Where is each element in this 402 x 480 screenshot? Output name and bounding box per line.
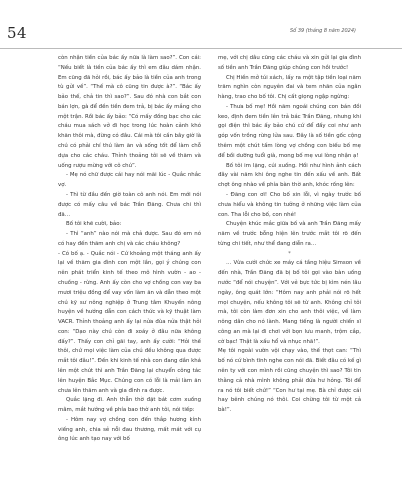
paragraph: - Thưa bố mẹ! Hồi năm ngoái chúng con bán đồi keo, định đem tiền lên trả bác Trần Đăng, nhưng khi gọi điện thì bác ấy bảo chú cứ để đấy coi như anh góp vốn trồng rừng lửa sau. Đây là số tiền gốc cộng thêm một chút tấm lòng vợ chồng con biếu bố mẹ để bồi dưỡng tuổi già, mong bố mẹ vui lòng nhận ạ! [218,103,361,159]
paragraph: - Mẹ nó chữ được cái hay nói mãi lúc - Quắc nhắc vợ. [58,172,201,189]
paragraph: - Thì từ đầu đến giờ toàn cô anh nói. Em mới nói được có mấy câu về bác Trần Đăng. Chưa chi thì đã… [58,191,201,218]
right-column [218,54,361,416]
paragraph: - Có bố ạ. - Quắc nói - Cứ khoảng một tháng anh ấy lại về thăm gia đình con một lần, gọi ý chúng con nên phát triển kinh tế theo mô hình vườn - ao - chuồng - rừng. Anh ấy còn cho vợ chồng con vay ba mươi triệu đồng để vay vốn làm ăn và dẫn theo một chú kỹ sư nông nghiệp ở Trung tâm Khuyến nông huyện về hướng dẫn con cách thức và kỹ thuật làm VACR. Thỉnh thoảng anh ấy lại nửa đùa nửa thật hỏi con: “Dạo này chú còn đi xoáy ở đâu nữa không đấy?”. Thấy con chỉ gãi tay, anh ấy cười: “Hỏi thế thôi, chứ mọi việc làm của chú đều không qua được mắt tôi đâu!”. Đến khi kinh tế nhà con đang dần khá lên một chút thì anh Trần Đăng lại chuyển công tác lên huyện Bắc Mục. Chúng con có lỗi là mải làm ăn chưa lên thăm anh và gia đình ra được. [58,250,201,394]
page-number: 54 [7,24,28,42]
paragraph: Chị Hiền mở túi xách, lấy ra một tập tiền loại năm trăm nghìn còn nguyên đai và tem nhãn của ngân hàng, trao cho bố tôi. Chị cất giọng ngập ngừng: [218,74,361,101]
paragraph: - Đăng con ơi! Cho bố xin lỗi, vì ngày trước bố chưa hiểu và không tin tưởng ở những việc làm của con. Tha lỗi cho bố, con nhé! [218,191,361,218]
paragraph: - Thì “anh” nào nói mà chả được. Sau đó em nó có hay đến thăm anh chị và các cháu không? [58,231,201,247]
paragraph: Mẹ tôi ngoài vườn vội chạy vào, thế thọt can: “Thì bố nó cứ bình tĩnh nghe con nói đã. Biết đâu có kế gì nên ty với con mình rồi cũng chuyện thì sao? Tôi tin thằng cả nhà mình không phải đứa hư hỏng. Tôi để ra nó tôi biết chứ!” “Con hư tại mẹ. Bà chỉ được cái hay bênh chúng nó thôi. Coi chừng tôi từ một cả bà!”. [218,348,361,414]
paragraph: Bố tôi khẽ cười, bảo: [66,221,122,228]
paragraph: Bố tôi im lặng, cúi xuống. Hồi như hình ảnh cách đây vài năm khi ông nghe tin đến xấu về anh. Bất chợt ông nhào về phía bàn thờ anh, khóc rống lên: [218,162,361,189]
header-divider [0,48,402,49]
paragraph: - Hôm nay vợ chồng con đến thắp hương kính viếng anh, chia sẻ nỗi đau thương, mất mát với cụ ông lúc anh tạo nay với bố [58,416,201,443]
issue-info: Số 39 (tháng 8 năm 2024) [290,28,356,34]
paragraph: Quắc lặng đi. Anh thẫn thờ đặt bát cơm xuống mâm, mắt hướng về phía bao thờ anh tôi, nói tiếp: [58,397,201,414]
left-column [58,54,201,445]
section-separator: * [288,250,291,257]
paragraph: Chuyện khúc mắc giữa bố và anh Trần Đăng mấy năm về trước bỗng hiện lên trước mắt tôi rõ đến từng chi tiết, như thể đang diễn ra… [218,221,361,247]
paragraph: … Vừa cưới chức xe máy cá tầng hiệu Simson về đến nhà, Trần Đăng đã bị bố tôi gọi vào bàn uống nước “để nói chuyện”. Với vẻ bực tức bị kìm nén lâu ngày, ông quát lớn: “Hôm nay anh phải nói rõ hết mọi chuyện, nếu không tôi sẽ từ anh. Không chỉ tôi mà, tôi còn làm đơn xin cho anh thôi việc, về làm nông dân cho nó lành. Mang tiếng là người chiến sĩ công an mà lại đi chơi với bọn lưu manh, trộm cắp, cờ bạc! Thật là xấu hổ và nhục nhã!”. [218,260,361,345]
paragraph: còn nhận tiền của bác ấy nữa là làm sao?”. Con cái: “Nếu biết là tiền của bác ấy thì em đâu dám nhận. Em cũng đã hỏi rồi, bác ấy bảo là tiền của anh trong tù gửi về”. “Thế mà cô cũng tin được à?”. “Bác ấy bảo thế, chả tin thì sao?”. Sau đó nhà con bắt con bán lợn, gà để đền tiền đem trả, bị bác ấy mắng cho một trận. Rồi bác ấy bảo: “Có mấy đồng bạc cho các cháu mua sách vở đi học trong lúc hoàn cảnh khó khăn thôi mà, đừng có đâu. Cái mà tôi cần bây giờ là chú có phải chí thú làm ăn và sống tốt để làm chỗ dựa cho các cháu. Thỉnh thoảng tôi sẽ về thăm và uống rượu mừng với cô chú”. [58,55,201,169]
paragraph: mẹ, với chị dâu cũng các cháu và xin gửi lại gia đình số tiền anh Trần Đăng giúp chúng con hồi trước! [218,55,361,71]
